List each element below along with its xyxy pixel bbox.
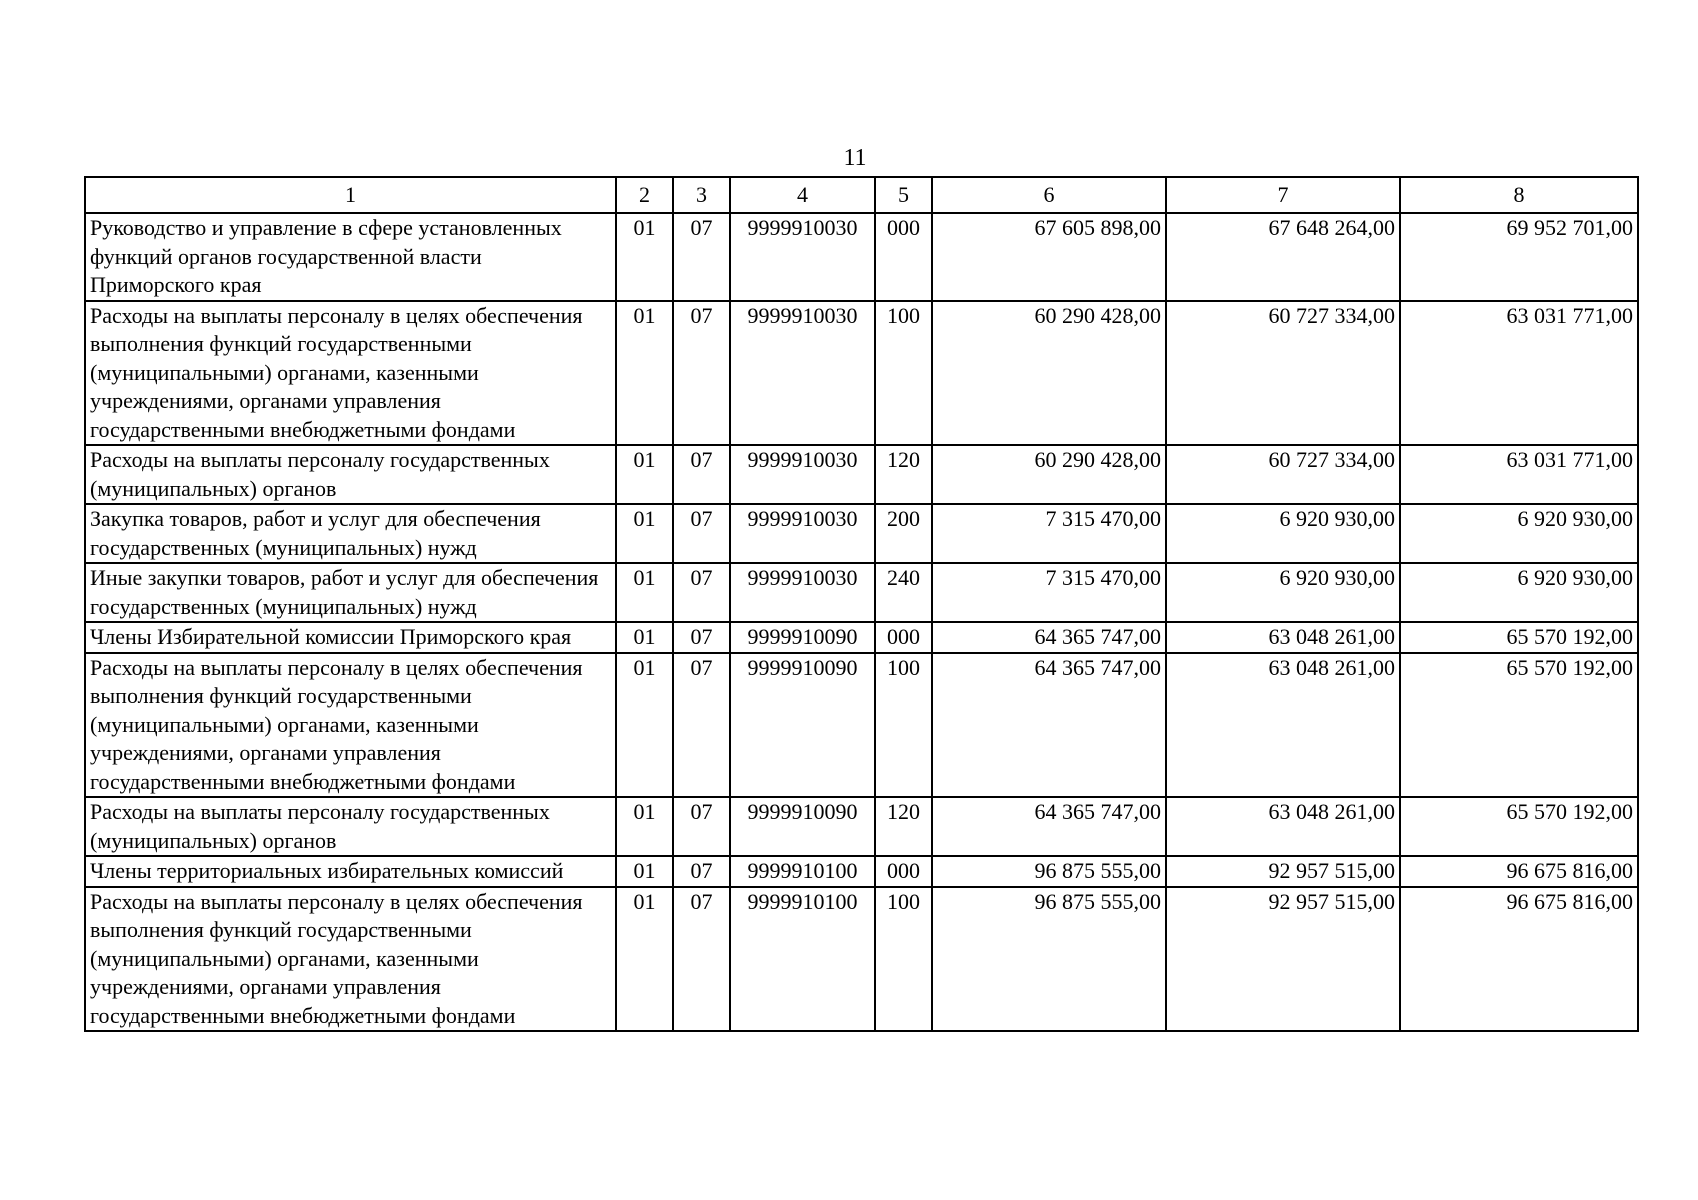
amount-col-8: 65 570 192,00 bbox=[1400, 622, 1638, 653]
subsection-code: 07 bbox=[673, 622, 730, 653]
row-description: Расходы на выплаты персоналу государственных (муниципальных) органов bbox=[85, 797, 616, 856]
section-code: 01 bbox=[616, 445, 673, 504]
subsection-code: 07 bbox=[673, 856, 730, 887]
target-item-code: 9999910030 bbox=[730, 301, 875, 446]
amount-col-8: 6 920 930,00 bbox=[1400, 504, 1638, 563]
amount-col-6: 60 290 428,00 bbox=[932, 301, 1166, 446]
target-item-code: 9999910100 bbox=[730, 887, 875, 1032]
amount-col-8: 6 920 930,00 bbox=[1400, 563, 1638, 622]
row-description: Руководство и управление в сфере установленных функций органов государственной власти Приморского края bbox=[85, 213, 616, 301]
amount-col-6: 64 365 747,00 bbox=[932, 622, 1166, 653]
subsection-code: 07 bbox=[673, 504, 730, 563]
header-cell-4: 4 bbox=[730, 177, 875, 213]
header-cell-6: 6 bbox=[932, 177, 1166, 213]
amount-col-7: 60 727 334,00 bbox=[1166, 445, 1400, 504]
header-row bbox=[85, 177, 1638, 213]
section-code: 01 bbox=[616, 887, 673, 1032]
subsection-code: 07 bbox=[673, 653, 730, 798]
table-row bbox=[85, 797, 1638, 856]
subsection-code: 07 bbox=[673, 445, 730, 504]
section-code: 01 bbox=[616, 563, 673, 622]
expense-type-code: 100 bbox=[875, 301, 932, 446]
table-row bbox=[85, 445, 1638, 504]
table-row bbox=[85, 622, 1638, 653]
expense-type-code: 120 bbox=[875, 797, 932, 856]
table-row bbox=[85, 887, 1638, 1032]
expense-type-code: 000 bbox=[875, 213, 932, 301]
amount-col-6: 60 290 428,00 bbox=[932, 445, 1166, 504]
target-item-code: 9999910030 bbox=[730, 213, 875, 301]
section-code: 01 bbox=[616, 856, 673, 887]
target-item-code: 9999910090 bbox=[730, 653, 875, 798]
table-body bbox=[85, 213, 1638, 1031]
expense-type-code: 000 bbox=[875, 622, 932, 653]
target-item-code: 9999910030 bbox=[730, 504, 875, 563]
subsection-code: 07 bbox=[673, 213, 730, 301]
amount-col-7: 63 048 261,00 bbox=[1166, 797, 1400, 856]
subsection-code: 07 bbox=[673, 797, 730, 856]
budget-table bbox=[84, 176, 1639, 1032]
table-row bbox=[85, 301, 1638, 446]
expense-type-code: 000 bbox=[875, 856, 932, 887]
expense-type-code: 100 bbox=[875, 887, 932, 1032]
amount-col-6: 96 875 555,00 bbox=[932, 856, 1166, 887]
section-code: 01 bbox=[616, 213, 673, 301]
amount-col-8: 63 031 771,00 bbox=[1400, 301, 1638, 446]
target-item-code: 9999910100 bbox=[730, 856, 875, 887]
page-number: 11 bbox=[843, 145, 867, 171]
amount-col-7: 67 648 264,00 bbox=[1166, 213, 1400, 301]
amount-col-8: 96 675 816,00 bbox=[1400, 887, 1638, 1032]
target-item-code: 9999910090 bbox=[730, 797, 875, 856]
amount-col-7: 92 957 515,00 bbox=[1166, 887, 1400, 1032]
row-description: Члены Избирательной комиссии Приморского края bbox=[85, 622, 616, 653]
section-code: 01 bbox=[616, 504, 673, 563]
row-description: Расходы на выплаты персоналу в целях обеспечения выполнения функций государственными (муниципальными) органами, казенными учреждениями, органами управления государственными внебюджетными фондами bbox=[85, 653, 616, 798]
expense-type-code: 200 bbox=[875, 504, 932, 563]
target-item-code: 9999910090 bbox=[730, 622, 875, 653]
table-row bbox=[85, 856, 1638, 887]
header-cell-8: 8 bbox=[1400, 177, 1638, 213]
section-code: 01 bbox=[616, 301, 673, 446]
amount-col-6: 96 875 555,00 bbox=[932, 887, 1166, 1032]
header-cell-1: 1 bbox=[85, 177, 616, 213]
amount-col-7: 63 048 261,00 bbox=[1166, 622, 1400, 653]
amount-col-8: 65 570 192,00 bbox=[1400, 653, 1638, 798]
expense-type-code: 120 bbox=[875, 445, 932, 504]
amount-col-6: 64 365 747,00 bbox=[932, 653, 1166, 798]
amount-col-7: 92 957 515,00 bbox=[1166, 856, 1400, 887]
row-description: Расходы на выплаты персоналу государственных (муниципальных) органов bbox=[85, 445, 616, 504]
header-cell-2: 2 bbox=[616, 177, 673, 213]
header-cell-7: 7 bbox=[1166, 177, 1400, 213]
row-description: Расходы на выплаты персоналу в целях обеспечения выполнения функций государственными (муниципальными) органами, казенными учреждениями, органами управления государственными внебюджетными фондами bbox=[85, 887, 616, 1032]
amount-col-6: 7 315 470,00 bbox=[932, 563, 1166, 622]
amount-col-7: 6 920 930,00 bbox=[1166, 563, 1400, 622]
row-description: Члены территориальных избирательных комиссий bbox=[85, 856, 616, 887]
table-row bbox=[85, 213, 1638, 301]
amount-col-7: 63 048 261,00 bbox=[1166, 653, 1400, 798]
amount-col-6: 64 365 747,00 bbox=[932, 797, 1166, 856]
amount-col-6: 67 605 898,00 bbox=[932, 213, 1166, 301]
expense-type-code: 240 bbox=[875, 563, 932, 622]
amount-col-6: 7 315 470,00 bbox=[932, 504, 1166, 563]
subsection-code: 07 bbox=[673, 563, 730, 622]
expense-type-code: 100 bbox=[875, 653, 932, 798]
subsection-code: 07 bbox=[673, 887, 730, 1032]
section-code: 01 bbox=[616, 622, 673, 653]
table-row bbox=[85, 653, 1638, 798]
target-item-code: 9999910030 bbox=[730, 445, 875, 504]
row-description: Иные закупки товаров, работ и услуг для обеспечения государственных (муниципальных) нужд bbox=[85, 563, 616, 622]
header-cell-5: 5 bbox=[875, 177, 932, 213]
row-description: Расходы на выплаты персоналу в целях обеспечения выполнения функций государственными (муниципальными) органами, казенными учреждениями, органами управления государственными внебюджетными фондами bbox=[85, 301, 616, 446]
amount-col-8: 65 570 192,00 bbox=[1400, 797, 1638, 856]
table-row bbox=[85, 563, 1638, 622]
subsection-code: 07 bbox=[673, 301, 730, 446]
row-description: Закупка товаров, работ и услуг для обеспечения государственных (муниципальных) нужд bbox=[85, 504, 616, 563]
table-row bbox=[85, 504, 1638, 563]
amount-col-7: 6 920 930,00 bbox=[1166, 504, 1400, 563]
amount-col-7: 60 727 334,00 bbox=[1166, 301, 1400, 446]
amount-col-8: 63 031 771,00 bbox=[1400, 445, 1638, 504]
header-cell-3: 3 bbox=[673, 177, 730, 213]
section-code: 01 bbox=[616, 797, 673, 856]
amount-col-8: 69 952 701,00 bbox=[1400, 213, 1638, 301]
amount-col-8: 96 675 816,00 bbox=[1400, 856, 1638, 887]
target-item-code: 9999910030 bbox=[730, 563, 875, 622]
section-code: 01 bbox=[616, 653, 673, 798]
